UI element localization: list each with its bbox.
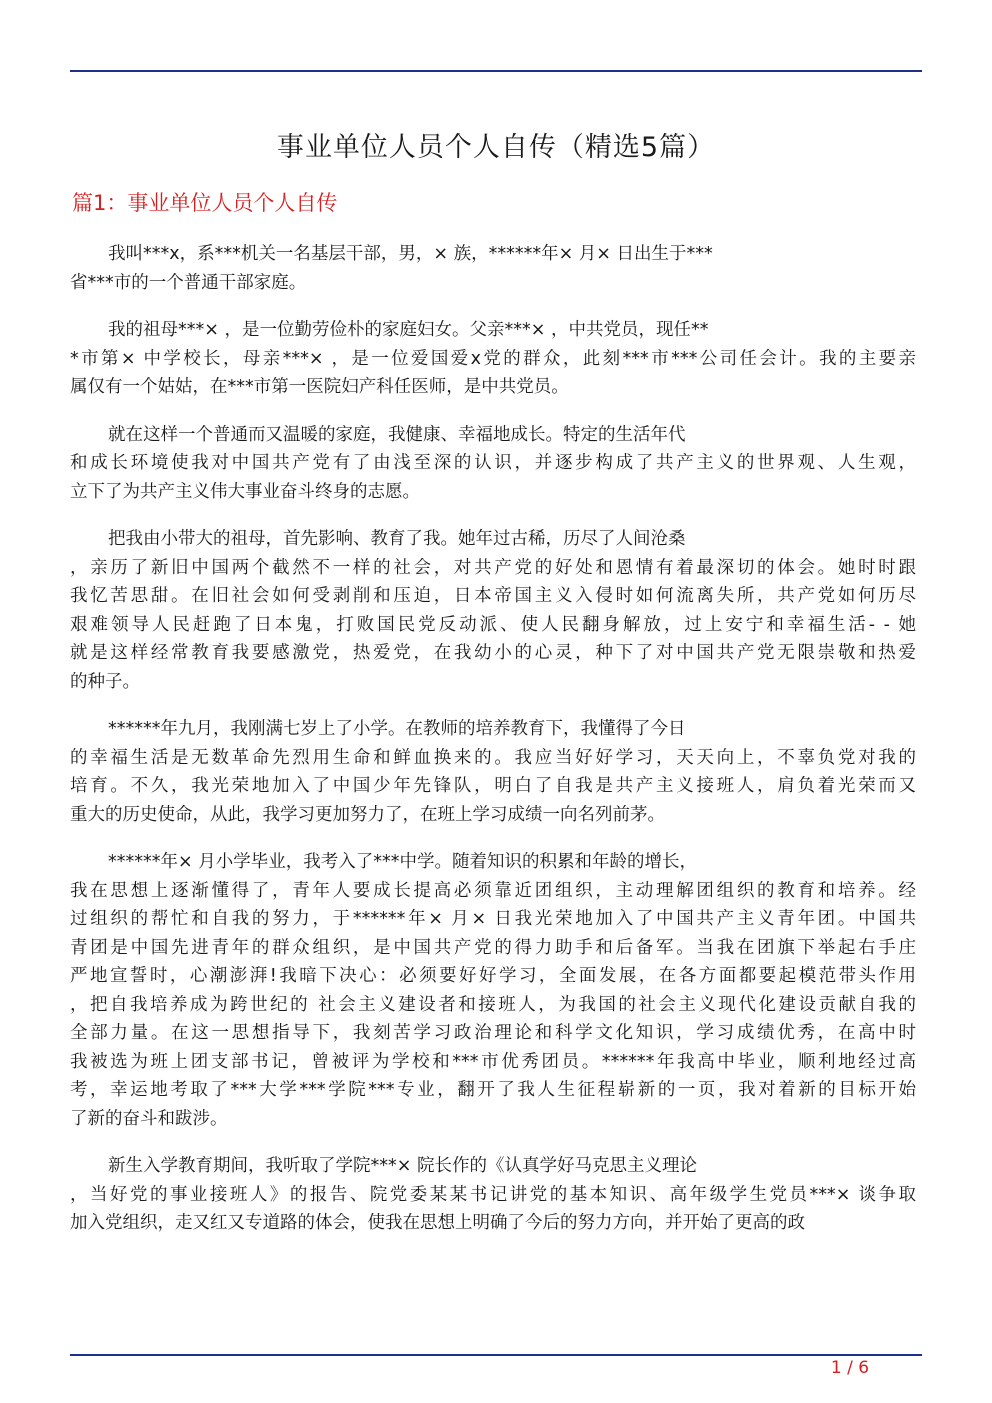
paragraph-line: 属仅有一个姑姑，在***市第一医院妇产科任医师，是中共党员。 <box>70 377 569 397</box>
paragraph-line: 新生入学教育期间，我听取了学院***× 院长作的《认真学好马克思主义理论 <box>108 1156 697 1176</box>
section-heading: 篇1：事业单位人员个人自传 <box>72 191 338 215</box>
document-body <box>70 240 916 1257</box>
paragraph-line: 就是这样经常教育我要感激党，热爱党，在我幼小的心灵，种下了对中国共产党无限崇敬和热爱 <box>70 643 916 663</box>
paragraph-line: 考，幸运地考取了***大学***学院***专业，翻开了我人生征程崭新的一页，我对着新的目标开始 <box>70 1080 916 1100</box>
paragraph-line: 把我由小带大的祖母，首先影响、教育了我。她年过古稀，历尽了人间沧桑 <box>108 529 686 549</box>
document-title: 事业单位人员个人自传（精选5篇） <box>276 132 716 163</box>
footer-rule <box>70 1354 922 1356</box>
paragraph-line: 我在思想上逐渐懂得了，青年人要成长提高必须靠近团组织，主动理解团组织的教育和培养。经 <box>70 880 916 901</box>
paragraph-line: *市第× 中学校长，母亲***× ，是一位爱国爱x党的群众，此刻***市***公司任会计。我的主要亲 <box>70 348 916 369</box>
page-number: 1 / 6 <box>830 1358 870 1378</box>
paragraph-line: 我被选为班上团支部书记，曾被评为学校和***市优秀团员。******年我高中毕业，顺利地经过高 <box>70 1051 916 1072</box>
paragraph <box>70 240 916 297</box>
paragraph-line: 我的祖母***× ，是一位勤劳俭朴的家庭妇女。父亲***× ，中共党员，现任** <box>108 320 709 340</box>
paragraph-line: 过组织的帮忙和自我的努力，于******年× 月× 日我光荣地加入了中国共产主义青年团。中国共 <box>70 909 916 929</box>
paragraph-line: 省***市的一个普通干部家庭。 <box>70 272 307 293</box>
paragraph-line: ******年九月，我刚满七岁上了小学。在教师的培养教育下，我懂得了今日 <box>108 719 686 739</box>
paragraph <box>70 421 916 507</box>
paragraph <box>70 715 916 829</box>
paragraph-line: 的幸福生活是无数革命先烈用生命和鲜血换来的。我应当好好学习，天天向上，不辜负党对我的 <box>70 747 916 768</box>
paragraph-line: ，把自我培养成为跨世纪的 社会主义建设者和接班人，为我国的社会主义现代化建设贡献自我的 <box>70 994 916 1015</box>
paragraph-line: 青团是中国先进青年的群众组织，是中国共产党的得力助手和后备军。当我在团旗下举起右手庄 <box>70 937 916 958</box>
paragraph <box>70 1152 916 1238</box>
paragraph-line: 的种子。 <box>70 671 140 692</box>
paragraph-line: ******年× 月小学毕业，我考入了***中学。随着知识的积累和年龄的增长， <box>108 852 697 872</box>
paragraph-line: 我叫***x，系***机关一名基层干部，男，× 族，******年× 月× 日出生于*** <box>108 244 713 264</box>
paragraph <box>70 848 916 1133</box>
paragraph <box>70 316 916 402</box>
paragraph-line: ，亲历了新旧中国两个截然不一样的社会，对共产党的好处和恩情有着最深切的体会。她时时跟 <box>70 557 916 578</box>
paragraph-line: 就在这样一个普通而又温暖的家庭，我健康、幸福地成长。特定的生活年代 <box>108 424 686 445</box>
paragraph-line: 加入党组织，走又红又专道路的体会，使我在思想上明确了今后的努力方向，并开始了更高的政 <box>70 1213 805 1233</box>
header-rule <box>70 70 922 72</box>
paragraph-line: 和成长环境使我对中国共产党有了由浅至深的认识，并逐步构成了共产主义的世界观、人生观， <box>70 453 916 473</box>
paragraph-line: ，当好党的事业接班人》的报告、院党委某某书记讲党的基本知识、高年级学生党员***× 谈争取 <box>70 1184 916 1205</box>
paragraph <box>70 525 916 696</box>
paragraph-line: 培育。不久，我光荣地加入了中国少年先锋队，明白了自我是共产主义接班人，肩负着光荣而又 <box>70 776 916 796</box>
paragraph-line: 立下了为共产主义伟大事业奋斗终身的志愿。 <box>70 481 420 502</box>
paragraph-line: 全部力量。在这一思想指导下，我刻苦学习政治理论和科学文化知识，学习成绩优秀，在高中时 <box>70 1023 916 1043</box>
paragraph-line: 了新的奋斗和跋涉。 <box>70 1108 228 1129</box>
paragraph-line: 我忆苦思甜。在旧社会如何受剥削和压迫，日本帝国主义入侵时如何流离失所，共产党如何历尽 <box>70 586 916 606</box>
paragraph-line: 严地宣誓时，心潮澎湃!我暗下决心：必须要好好学习，全面发展，在各方面都要起模范带头作用 <box>70 966 916 986</box>
paragraph-line: 重大的历史使命，从此，我学习更加努力了，在班上学习成绩一向名列前茅。 <box>70 804 665 825</box>
paragraph-line: 艰难领导人民赶跑了日本鬼，打败国民党反动派、使人民翻身解放，过上安宁和幸福生活- - 她 <box>70 614 916 635</box>
